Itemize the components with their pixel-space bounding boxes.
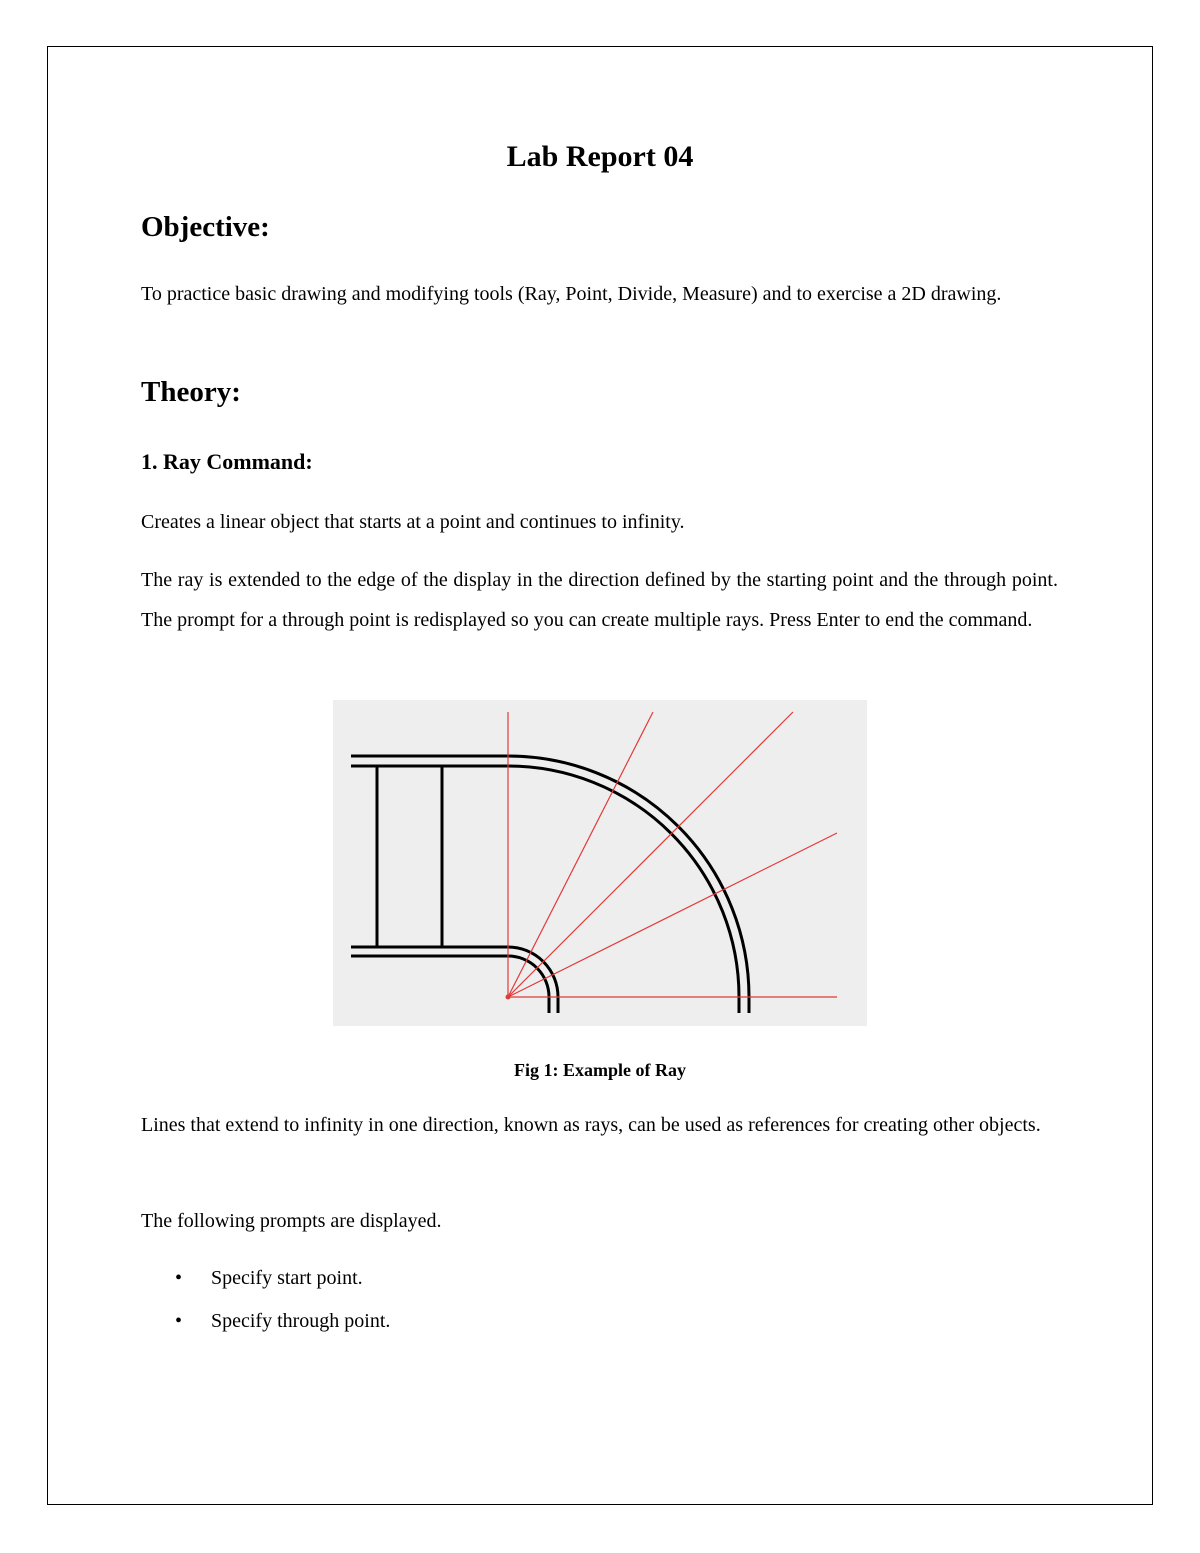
ray-paragraph-4: The following prompts are displayed. xyxy=(141,1210,442,1232)
bullet-item xyxy=(175,1310,390,1333)
ray-paragraph-3: Lines that extend to infinity in one direction, known as rays, can be used as references for creating other objects. xyxy=(141,1114,1041,1136)
theory-heading: Theory: xyxy=(141,376,241,408)
ray-paragraph-1: Creates a linear object that starts at a point and continues to infinity. xyxy=(141,511,685,533)
bullet-glyph: • xyxy=(175,1310,183,1332)
figure-background xyxy=(333,700,867,1026)
bullet-glyph: • xyxy=(175,1267,183,1289)
figure-caption: Fig 1: Example of Ray xyxy=(514,1060,686,1080)
ray-example-figure xyxy=(333,700,867,1026)
document-title: Lab Report 04 xyxy=(506,140,694,173)
bullet-text: Specify start point. xyxy=(211,1267,363,1289)
bullet-item xyxy=(175,1267,363,1290)
bullet-text: Specify through point. xyxy=(211,1310,391,1332)
objective-text: To practice basic drawing and modifying tools (Ray, Point, Divide, Measure) and to exercise a 2D drawing. xyxy=(141,283,1002,305)
ray-start-point xyxy=(506,995,511,1000)
ray-command-heading: 1. Ray Command: xyxy=(141,449,313,474)
objective-heading: Objective: xyxy=(141,211,270,243)
ray-paragraph-2: The ray is extended to the edge of the display in the direction defined by the starting point and the through point. The prompt for a through point is redisplayed so you can create multiple rays. Press Enter to end the command. xyxy=(141,569,1058,631)
